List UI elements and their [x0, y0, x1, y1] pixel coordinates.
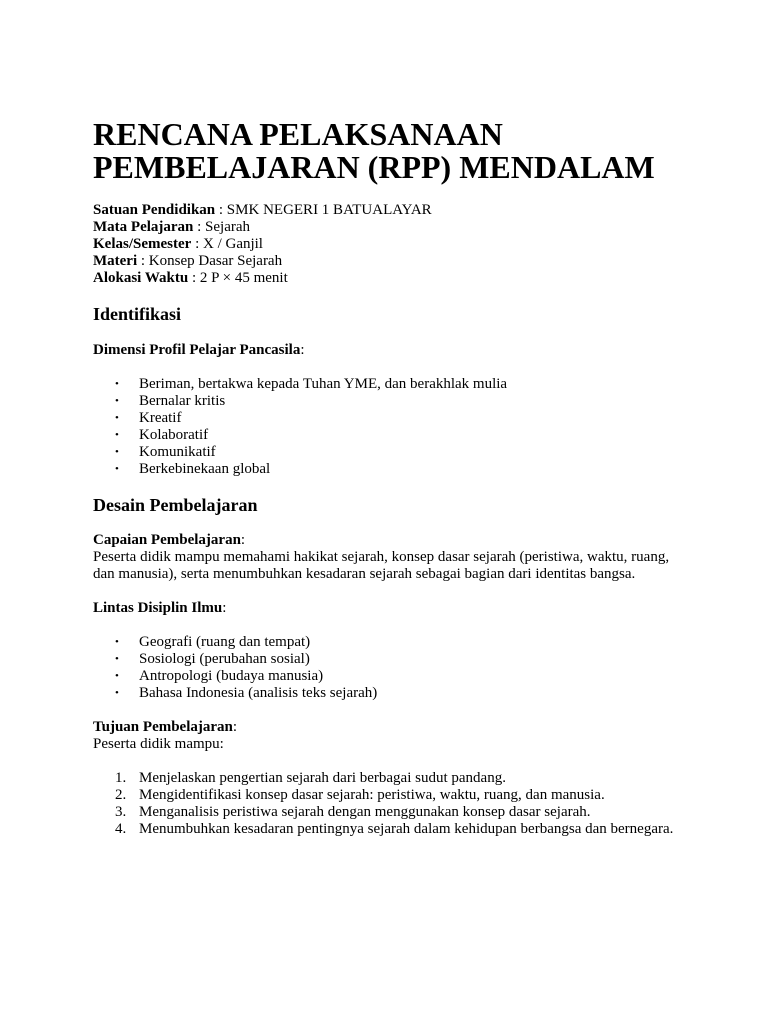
meta-key: Kelas/Semester	[93, 236, 192, 252]
list-item	[93, 804, 678, 821]
bullet-icon: •	[115, 412, 119, 424]
meta-key: Materi	[93, 253, 138, 269]
list-item	[93, 821, 678, 838]
list-number: 1.	[115, 770, 127, 786]
capaian-label-text: Capaian Pembelajaran	[93, 532, 241, 548]
capaian-paragraph: Peserta didik mampu memahami hakikat sejarah, konsep dasar sejarah (peristiwa, waktu, ruang, dan manusia), serta menumbuhkan kesadaran sejarah sebagai bagian dari identitas bangsa.	[93, 549, 670, 582]
document-title-line-1: RENCANA PELAKSANAAN	[93, 116, 503, 152]
dimensi-list	[93, 376, 678, 478]
bullet-icon: •	[115, 378, 119, 390]
label-colon: :	[222, 600, 227, 616]
lintas-label-text: Lintas Disiplin Ilmu	[93, 600, 223, 616]
meta-key: Mata Pelajaran	[93, 219, 194, 235]
list-number: 4.	[115, 821, 127, 837]
list-item	[93, 393, 678, 410]
meta-kelas-semester	[93, 236, 678, 253]
list-item-text: Beriman, bertakwa kepada Tuhan YME, dan berakhlak mulia	[139, 376, 508, 392]
dimensi-label-text: Dimensi Profil Pelajar Pancasila	[93, 342, 301, 358]
tujuan-label-text: Tujuan Pembelajaran	[93, 719, 233, 735]
list-item-text: Bahasa Indonesia (analisis teks sejarah)	[139, 685, 378, 701]
list-item-text: Berkebinekaan global	[139, 461, 271, 477]
bullet-icon: •	[115, 395, 119, 407]
meta-key: Alokasi Waktu	[93, 270, 189, 286]
label-colon: :	[300, 342, 305, 358]
list-item-text: Geografi (ruang dan tempat)	[139, 634, 311, 650]
meta-value: : 2 P × 45 menit	[188, 270, 288, 286]
list-item	[93, 444, 678, 461]
list-item-text: Kreatif	[139, 410, 182, 426]
section-heading-identifikasi: Identifikasi	[93, 304, 182, 324]
tujuan-list	[93, 770, 678, 838]
list-item-text: Bernalar kritis	[139, 393, 226, 409]
list-item	[93, 787, 678, 804]
meta-satuan-pendidikan	[93, 202, 678, 219]
list-item-text: Menganalisis peristiwa sejarah dengan menggunakan konsep dasar sejarah.	[139, 804, 591, 820]
lintas-list	[93, 634, 678, 702]
list-item-text: Sosiologi (perubahan sosial)	[139, 651, 310, 667]
bullet-icon: •	[115, 463, 119, 475]
list-item	[93, 376, 678, 393]
list-item	[93, 410, 678, 427]
meta-value: : X / Ganjil	[191, 236, 263, 252]
list-item-text: Menumbuhkan kesadaran pentingnya sejarah dalam kehidupan berbangsa dan bernegara.	[139, 821, 674, 837]
list-item-text: Mengidentifikasi konsep dasar sejarah: peristiwa, waktu, ruang, dan manusia.	[139, 787, 605, 803]
list-number: 2.	[115, 787, 127, 803]
list-item	[93, 685, 678, 702]
meta-materi	[93, 253, 678, 270]
list-item-text: Komunikatif	[139, 444, 216, 460]
document-title	[93, 118, 678, 184]
list-item-text: Antropologi (budaya manusia)	[139, 668, 324, 684]
meta-value: : Konsep Dasar Sejarah	[137, 253, 283, 269]
list-number: 3.	[115, 804, 127, 820]
bullet-icon: •	[115, 429, 119, 441]
bullet-icon: •	[115, 636, 119, 648]
document-title-line-2: PEMBELAJARAN (RPP) MENDALAM	[93, 149, 655, 185]
list-item	[93, 634, 678, 651]
tujuan-intro: Peserta didik mampu:	[93, 736, 224, 752]
list-item	[93, 651, 678, 668]
capaian-label	[93, 532, 678, 549]
document-page	[93, 118, 678, 838]
label-colon: :	[240, 532, 246, 548]
meta-value: : SMK NEGERI 1 BATUALAYAR	[215, 202, 432, 218]
list-item-text: Kolaboratif	[139, 427, 209, 443]
section-heading-desain-pembelajaran: Desain Pembelajaran	[93, 495, 258, 515]
list-item	[93, 770, 678, 787]
lintas-label	[93, 600, 678, 617]
meta-value: : Sejarah	[193, 219, 251, 235]
list-item-text: Menjelaskan pengertian sejarah dari berbagai sudut pandang.	[139, 770, 506, 786]
tujuan-label	[93, 719, 678, 736]
label-colon: :	[232, 719, 238, 735]
metadata-block	[93, 202, 678, 287]
bullet-icon: •	[115, 670, 119, 682]
meta-alokasi-waktu	[93, 270, 678, 287]
meta-mata-pelajaran	[93, 219, 678, 236]
list-item	[93, 668, 678, 685]
meta-key: Satuan Pendidikan	[93, 202, 216, 218]
list-item	[93, 461, 678, 478]
bullet-icon: •	[115, 446, 119, 458]
dimensi-label	[93, 342, 678, 359]
bullet-icon: •	[115, 653, 119, 665]
list-item	[93, 427, 678, 444]
bullet-icon: •	[115, 687, 119, 699]
